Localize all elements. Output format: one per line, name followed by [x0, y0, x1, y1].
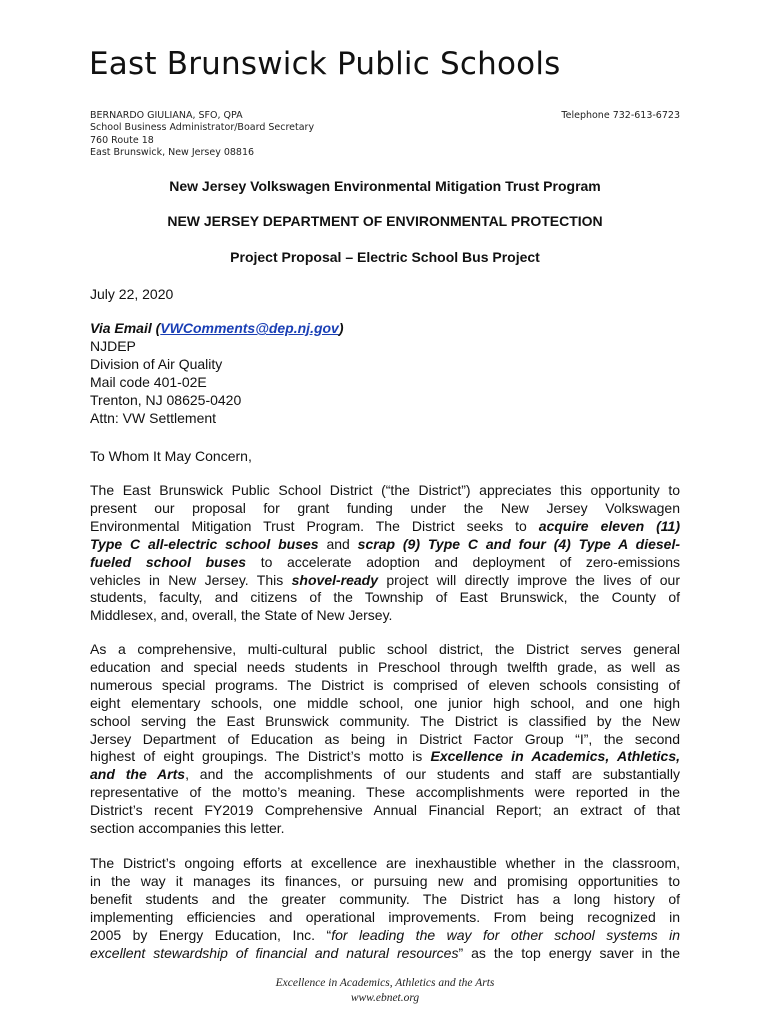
project-heading: Project Proposal – Electric School Bus Project [230, 249, 540, 265]
recipient-line: Mail code 401-02E [90, 373, 207, 390]
via-email-line: Via Email (VWComments@dep.nj.gov) [90, 320, 344, 336]
email-link[interactable]: VWComments@dep.nj.gov [160, 320, 339, 336]
sender-title: School Business Administrator/Board Secretary [90, 122, 315, 134]
footer-motto: Excellence in Academics, Athletics and the Arts [275, 977, 495, 989]
text-line: benefit students and the greater community. The District has a long history of [90, 890, 680, 907]
recipient-block [90, 320, 344, 427]
text-line: present our proposal for grant funding under the New Jersey Volkswagen [90, 499, 680, 516]
text-line: and the Arts, and the accomplishments of our students and staff are substantially [90, 766, 680, 783]
text-line: The East Brunswick Public School District (“the District”) appreciates this opportunity to [90, 482, 680, 498]
text-line: in the way it manages its finances, or pursuing new and promising opportunities to [90, 872, 680, 889]
text-line: highest of eight groupings. The District’s motto is Excellence in Academics, Athletics, [90, 748, 680, 765]
text-line: numerous special programs. The District is comprised of eleven schools consisting of [90, 676, 680, 693]
letter-date: July 22, 2020 [90, 286, 174, 302]
text-line: representative of the motto’s meaning. These accomplishments were reported in the [90, 784, 680, 801]
text-line: excellent stewardship of financial and natural resources” as the top energy saver in the [90, 944, 680, 961]
school-name: East Brunswick Public Schools [89, 46, 561, 82]
text-line: Environmental Mitigation Trust Program. The District seeks to acquire eleven (11) [90, 517, 680, 534]
telephone: Telephone 732-613-6723 [561, 110, 680, 121]
text-line: school serving the East Brunswick community. The District is classified by the New [90, 712, 680, 729]
text-line: The District’s ongoing efforts at excellence are inexhaustible whether in the classroom, [90, 855, 680, 871]
text-line: vehicles in New Jersey. This shovel-ready project will directly improve the lives of our [90, 571, 680, 588]
text-line: Jersey Department of Education as being in District Factor Group “I”, the second [90, 730, 680, 747]
text-line: eight elementary schools, one middle school, one junior high school, and one high [90, 694, 680, 711]
text-line: Middlesex, and, overall, the State of New Jersey. [90, 607, 393, 624]
text-line: section accompanies this letter. [90, 820, 285, 837]
paragraph-intro [90, 482, 680, 625]
sender-city: East Brunswick, New Jersey 08816 [90, 147, 255, 159]
text-line: implementing efficiencies and operational improvements. From being recognized in [90, 908, 680, 925]
salutation: To Whom It May Concern, [90, 448, 252, 464]
recipient-line: Trenton, NJ 08625-0420 [90, 391, 242, 408]
department-heading: NEW JERSEY DEPARTMENT OF ENVIRONMENTAL PROTECTION [167, 213, 603, 229]
text-line: 2005 by Energy Education, Inc. “for leading the way for other school systems in [90, 926, 680, 943]
sender-name: BERNARDO GIULIANA, SFO, QPA [90, 110, 243, 121]
footer [0, 976, 770, 1006]
text-line: Type C all-electric school buses and scrap (9) Type C and four (4) Type A diesel- [90, 535, 680, 552]
recipient-line: NJDEP [90, 337, 136, 354]
text-line: students, faculty, and citizens of the Township of East Brunswick, the County of [90, 589, 680, 606]
text-line: education and special needs students in Preschool through twelfth grade, as well as [90, 658, 680, 675]
sender-address-block [90, 110, 314, 160]
paragraph-district [90, 641, 680, 838]
recipient-line: Attn: VW Settlement [90, 409, 217, 426]
footer-website: www.ebnet.org [350, 992, 420, 1004]
text-line: fueled school buses to accelerate adoption and deployment of zero-emissions [90, 553, 680, 570]
program-heading: New Jersey Volkswagen Environmental Mitigation Trust Program [169, 178, 601, 194]
recipient-line: Division of Air Quality [90, 355, 223, 372]
sender-street: 760 Route 18 [90, 134, 154, 146]
text-line: District’s recent FY2019 Comprehensive Annual Financial Report; an extract of that [90, 802, 680, 819]
paragraph-efforts [90, 855, 680, 962]
text-line: As a comprehensive, multi-cultural public school district, the District serves general [90, 641, 680, 657]
